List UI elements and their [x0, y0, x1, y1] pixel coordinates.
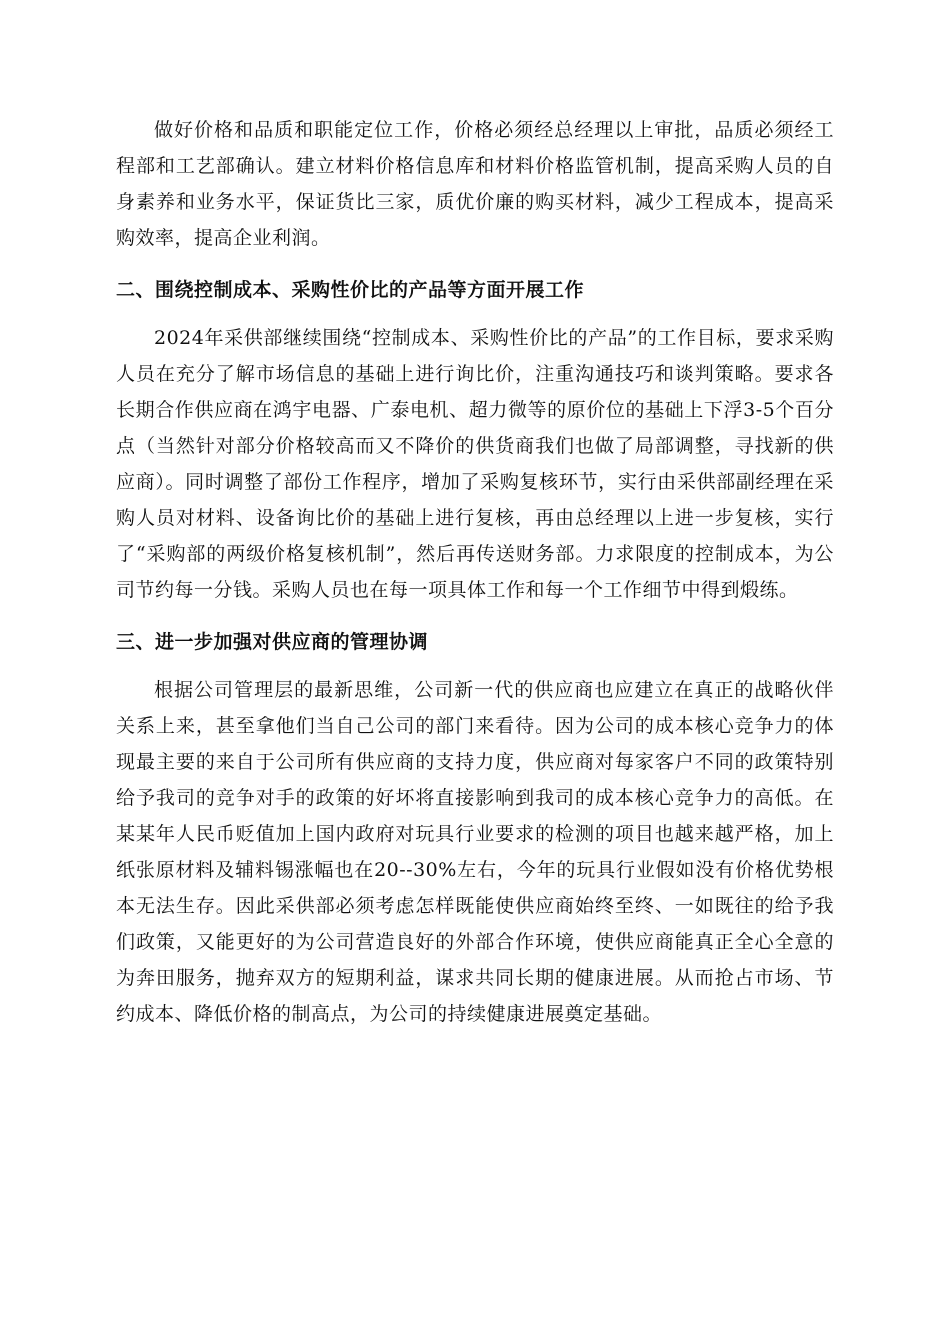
spacer — [116, 308, 834, 320]
document-page — [116, 112, 834, 1032]
section-heading-supplier-management: 三、进一步加强对供应商的管理协调 — [116, 631, 429, 653]
paragraph-cost-control: 2024年采供部继续围绕“控制成本、采购性价比的产品”的工作目标，要求采购人员在充分了解市场信息的基础上进行询比价，注重沟通技巧和谈判策略。要求各长期合作供应商在鸿宇电器、广泰电机、超力微等的原价位的基础上下浮3-5个百分点（当然针对部分价格较高而又不降价的供货商我们也做了局部调整，寻找新的供应商）。同时调整了部份工作程序，增加了采购复核环节，实行由采供部副经理在采购人员对材料、设备询比价的基础上进行复核，再由总经理以上进一步复核，实行了“采购部的两级价格复核机制”，然后再传送财务部。力求限度的控制成本，为公司节约每一分钱。采购人员也在每一项具体工作和每一个工作细节中得到煅练。 — [116, 327, 834, 601]
paragraph-price-quality: 做好价格和品质和职能定位工作，价格必须经总经理以上审批，品质必须经工程部和工艺部确认。建立材料价格信息库和材料价格监管机制，提高采购人员的自身素养和业务水平，保证货比三家，质优价廉的购买材料，减少工程成本，提高采购效率，提高企业利润。 — [116, 119, 834, 249]
spacer — [116, 660, 834, 672]
section-heading-cost-control: 二、围绕控制成本、采购性价比的产品等方面开展工作 — [116, 279, 585, 301]
spacer — [116, 256, 834, 272]
paragraph-supplier-management: 根据公司管理层的最新思维，公司新一代的供应商也应建立在真正的战略伙伴关系上来，甚至拿他们当自己公司的部门来看待。因为公司的成本核心竞争力的体现最主要的来自于公司所有供应商的支持力度，供应商对每家客户不同的政策特别给予我司的竞争对手的政策的好坏将直接影响到我司的成本核心竞争力的高低。在某某年人民币贬值加上国内政府对玩具行业要求的检测的项目也越来越严格，加上纸张原材料及辅料锡涨幅也在20--30%左右，今年的玩具行业假如没有价格优势根本无法生存。因此采供部必须考虑怎样既能使供应商始终至终、一如既往的给予我们政策，又能更好的为公司营造良好的外部合作环境，使供应商能真正全心全意的为奔田服务，抛弃双方的短期利益，谋求共同长期的健康进展。从而抢占市场、节约成本、降低价格的制高点，为公司的持续健康进展奠定基础。 — [116, 679, 834, 1025]
spacer — [116, 608, 834, 624]
